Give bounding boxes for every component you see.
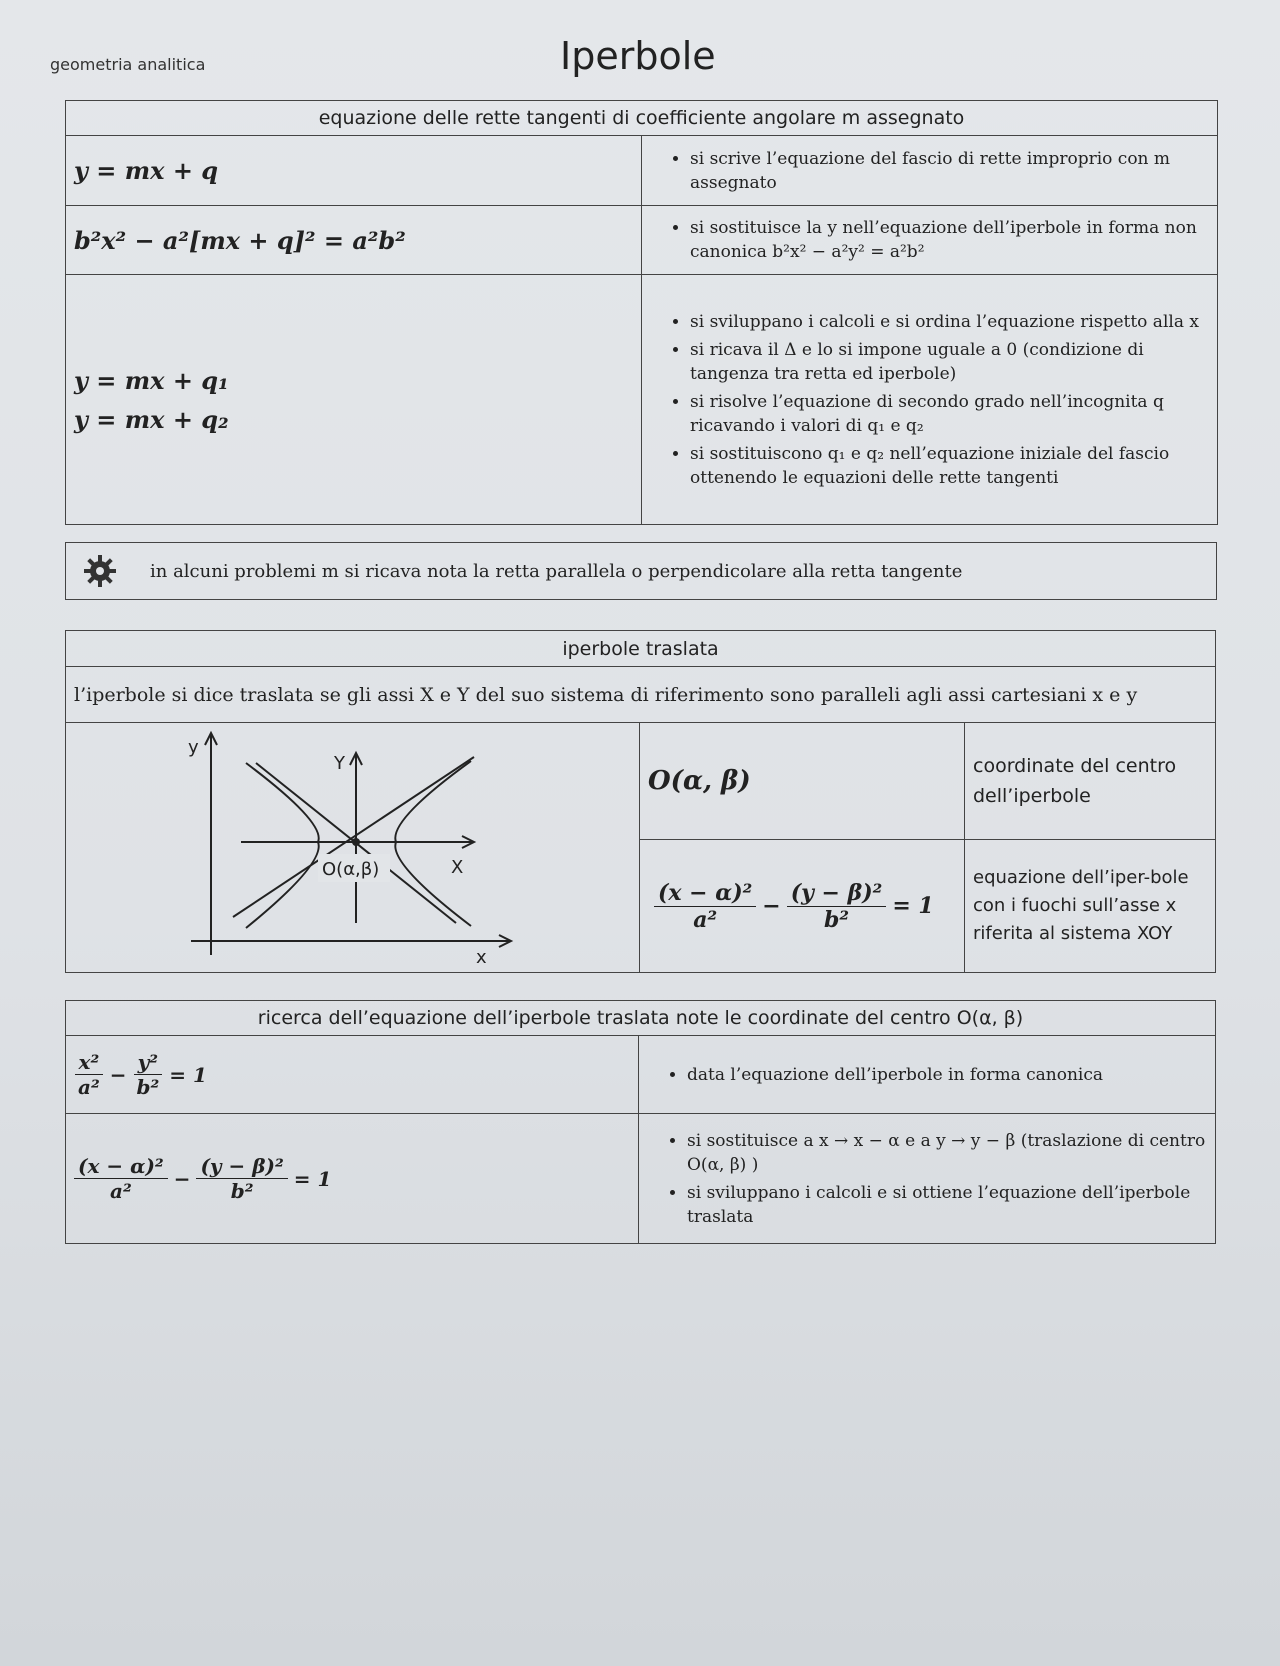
row3-note-3: • si risolve l’equazione di secondo grado nell’incognita q ricavando i valori di q₁ e q₂ bbox=[690, 390, 1209, 438]
eq-minus: − bbox=[762, 893, 781, 920]
r1-numerator-2: y² bbox=[134, 1050, 162, 1075]
search-heading: ricerca dell’equazione dell’iperbole traslata note le coordinate del centro O(α, β) bbox=[66, 1001, 1216, 1036]
graph-label-x: x bbox=[476, 947, 487, 968]
row2-equation: b²x² − a²[mx + q]² = a²b² bbox=[66, 206, 642, 275]
row2-note: • si sostituisce la y nell’equazione dell’iperbole in forma non canonica b²x² − a²y² = a²b² bbox=[690, 216, 1209, 264]
r1-denominator-1: a² bbox=[78, 1075, 100, 1099]
eq-rhs: = 1 bbox=[892, 893, 934, 920]
gear-icon bbox=[82, 553, 118, 589]
row3-equation-2: y = mx + q₂ bbox=[74, 404, 229, 434]
row2-note-cell bbox=[642, 206, 1218, 275]
translated-hyperbola-table bbox=[65, 630, 1216, 973]
r2-denominator-1: a² bbox=[109, 1179, 132, 1203]
r2-numerator-1: (x − α)² bbox=[74, 1154, 168, 1179]
tangent-lines-table bbox=[65, 100, 1218, 525]
calculation-note: • si sviluppano i calcoli e si ottiene l’equazione dell’iperbole traslata bbox=[687, 1181, 1207, 1229]
row3-note-4: • si sostituiscono q₁ e q₂ nell’equazione iniziale del fascio ottenendo le equazioni delle rette tangenti bbox=[690, 442, 1209, 490]
row3-notes-cell bbox=[642, 275, 1218, 525]
row3-note-2: • si ricava il Δ e lo si impone uguale a 0 (condizione di tangenza tra retta ed iperbole) bbox=[690, 338, 1209, 386]
row1-note-cell bbox=[642, 136, 1218, 206]
row3-equation-1: y = mx + q₁ bbox=[74, 365, 229, 395]
equation-description: equazione dell’iper-bole con i fuochi sull’asse x riferita al sistema XOY bbox=[965, 840, 1216, 973]
eq-denominator-1: a² bbox=[693, 906, 718, 933]
center-description: coordinate del centro dell’iperbole bbox=[965, 723, 1216, 840]
search-equation-table bbox=[65, 1000, 1216, 1244]
r1-rhs: = 1 bbox=[169, 1062, 207, 1087]
note-box bbox=[65, 542, 1217, 600]
r2-minus: − bbox=[173, 1166, 191, 1191]
graph-label-X: X bbox=[451, 857, 464, 878]
hyperbola-left-branch bbox=[246, 763, 319, 928]
subject-label: geometria analitica bbox=[50, 55, 206, 74]
translated-intro: l’iperbole si dice traslata se gli assi X e Y del suo sistema di riferimento sono paralleli agli assi cartesiani x e y bbox=[66, 667, 1216, 723]
row1-note: • si scrive l’equazione del fascio di rette improprio con m assegnato bbox=[690, 147, 1209, 195]
translated-equation-cell bbox=[640, 840, 965, 973]
translated-notes-cell bbox=[639, 1114, 1216, 1244]
row1-equation: y = mx + q bbox=[66, 136, 642, 206]
center-coordinates: O(α, β) bbox=[640, 723, 965, 840]
graph-label-center: O(α,β) bbox=[322, 859, 380, 880]
canonical-note-cell bbox=[639, 1036, 1216, 1114]
canonical-note: • data l’equazione dell’iperbole in forma canonica bbox=[687, 1063, 1207, 1087]
substitution-note: • si sostituisce a x → x − α e a y → y − β (traslazione di centro O(α, β) ) bbox=[687, 1129, 1207, 1177]
page-title: Iperbole bbox=[560, 34, 716, 78]
eq-numerator-1: (x − α)² bbox=[654, 880, 756, 907]
canonical-equation-cell bbox=[66, 1036, 639, 1114]
translated-heading: iperbole traslata bbox=[66, 631, 1216, 667]
hyperbola-graph-cell bbox=[66, 723, 640, 973]
eq-numerator-2: (y − β)² bbox=[787, 880, 887, 907]
translated-result-cell bbox=[66, 1114, 639, 1244]
note-text: in alcuni problemi m si ricava nota la retta parallela o perpendicolare alla retta tangente bbox=[150, 560, 963, 582]
r1-minus: − bbox=[109, 1062, 127, 1087]
r1-numerator-1: x² bbox=[75, 1050, 104, 1075]
hyperbola-graph bbox=[66, 723, 640, 968]
r2-denominator-2: b² bbox=[230, 1179, 254, 1203]
row3-equations bbox=[66, 275, 642, 525]
row3-note-1: • si sviluppano i calcoli e si ordina l’equazione rispetto alla x bbox=[690, 310, 1209, 334]
r1-denominator-2: b² bbox=[136, 1075, 160, 1099]
graph-label-y: y bbox=[188, 737, 199, 758]
eq-denominator-2: b² bbox=[823, 906, 850, 933]
hyperbola-right-branch bbox=[395, 761, 471, 926]
graph-label-Y: Y bbox=[334, 753, 345, 774]
r2-rhs: = 1 bbox=[293, 1166, 332, 1191]
tangent-lines-heading: equazione delle rette tangenti di coefficiente angolare m assegnato bbox=[66, 101, 1218, 136]
r2-numerator-2: (y − β)² bbox=[196, 1154, 287, 1179]
center-point bbox=[352, 838, 360, 846]
